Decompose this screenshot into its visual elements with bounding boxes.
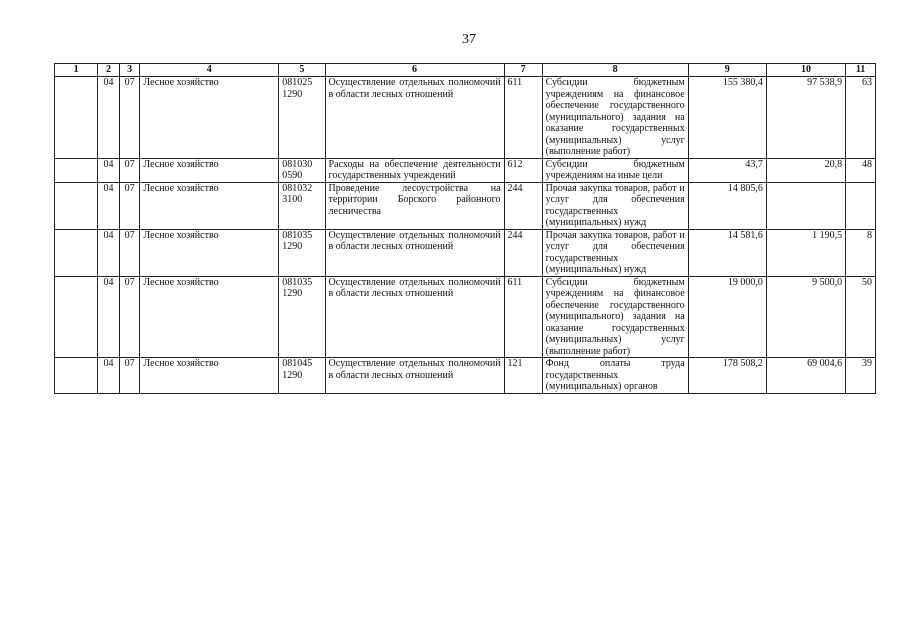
budget-table: [54, 63, 876, 394]
cell-target-name: Расходы на обеспечение деятельности государственных учреждений: [325, 158, 504, 182]
column-header: 9: [688, 64, 766, 77]
cell-target-code: [279, 77, 325, 159]
target-code-part2: 0590: [282, 170, 303, 181]
column-header: 10: [766, 64, 845, 77]
cell-subsection: 07: [119, 276, 140, 358]
cell-target-code: [279, 182, 325, 229]
table-row: [55, 158, 876, 182]
cell-section: 04: [98, 276, 120, 358]
cell-section-name: Лесное хозяйство: [140, 77, 279, 159]
cell-expense-type: 611: [504, 276, 542, 358]
cell-plan: 14 805,6: [688, 182, 766, 229]
target-code-part2: 1290: [282, 88, 303, 100]
cell-expense-name: Субсидии бюджетным учреждениям на финансовое обеспечение государственного (муниципального) задания на оказание государственных (муниципальных) услуг (выполнение работ): [542, 276, 688, 358]
header-row: [55, 64, 876, 77]
cell-section: 04: [98, 158, 120, 182]
cell-plan: 43,7: [688, 158, 766, 182]
cell-target-code: [279, 229, 325, 276]
cell-percent: 39: [846, 358, 876, 394]
cell-actual: 69 004,6: [766, 358, 845, 394]
cell-plan: 178 508,2: [688, 358, 766, 394]
cell-col1: [55, 182, 98, 229]
cell-subsection: 07: [119, 229, 140, 276]
target-code-part1: 081032: [282, 182, 313, 194]
cell-col1: [55, 276, 98, 358]
cell-expense-name: Субсидии бюджетным учреждениям на финансовое обеспечение государственного (муниципального) задания на оказание государственных (муниципальных) услуг (выполнение работ): [542, 77, 688, 159]
cell-expense-type: 611: [504, 77, 542, 159]
column-header: 6: [325, 64, 504, 77]
cell-section: 04: [98, 229, 120, 276]
cell-plan: 19 000,0: [688, 276, 766, 358]
cell-subsection: 07: [119, 358, 140, 394]
cell-section-name: Лесное хозяйство: [140, 182, 279, 229]
cell-expense-name: Фонд оплаты труда государственных (муниципальных) органов: [542, 358, 688, 394]
cell-target-name: Осуществление отдельных полномочий в области лесных отношений: [325, 77, 504, 159]
cell-section: 04: [98, 77, 120, 159]
cell-actual: 97 538,9: [766, 77, 845, 159]
target-code-part2: 1290: [282, 241, 303, 252]
column-header: 8: [542, 64, 688, 77]
cell-section-name: Лесное хозяйство: [140, 229, 279, 276]
cell-plan: 155 380,4: [688, 77, 766, 159]
cell-col1: [55, 77, 98, 159]
cell-percent: 8: [846, 229, 876, 276]
table-row: [55, 358, 876, 394]
cell-expense-type: 612: [504, 158, 542, 182]
cell-target-name: Проведение лесоустройства на территории Борского районного лесничества: [325, 182, 504, 229]
column-header: 11: [846, 64, 876, 77]
table-row: [55, 182, 876, 229]
cell-target-code: [279, 358, 325, 394]
target-code-part1: 081035: [282, 276, 313, 288]
column-header: 5: [279, 64, 325, 77]
cell-actual: [766, 182, 845, 229]
target-code-part1: 081045: [282, 358, 313, 369]
cell-actual: 9 500,0: [766, 276, 845, 358]
cell-expense-name: Субсидии бюджетным учреждениям на иные цели: [542, 158, 688, 182]
cell-expense-name: Прочая закупка товаров, работ и услуг для обеспечения государственных (муниципальных) нужд: [542, 182, 688, 229]
cell-col1: [55, 358, 98, 394]
target-code-part2: 3100: [282, 194, 303, 205]
cell-subsection: 07: [119, 77, 140, 159]
cell-subsection: 07: [119, 182, 140, 229]
cell-plan: 14 581,6: [688, 229, 766, 276]
target-code-part2: 1290: [282, 288, 303, 299]
cell-expense-type: 244: [504, 229, 542, 276]
target-code-part1: 081025: [282, 77, 313, 88]
cell-percent: 48: [846, 158, 876, 182]
column-header: 2: [98, 64, 120, 77]
cell-target-name: Осуществление отдельных полномочий в области лесных отношений: [325, 276, 504, 358]
cell-expense-type: 244: [504, 182, 542, 229]
cell-section: 04: [98, 358, 120, 394]
cell-col1: [55, 229, 98, 276]
table-row: [55, 229, 876, 276]
cell-target-code: [279, 276, 325, 358]
cell-target-name: Осуществление отдельных полномочий в области лесных отношений: [325, 358, 504, 394]
cell-percent: 63: [846, 77, 876, 159]
cell-actual: 20,8: [766, 158, 845, 182]
cell-percent: [846, 182, 876, 229]
column-header: 7: [504, 64, 542, 77]
cell-section: 04: [98, 182, 120, 229]
cell-percent: 50: [846, 276, 876, 358]
target-code-part1: 081035: [282, 229, 313, 241]
cell-expense-name: Прочая закупка товаров, работ и услуг для обеспечения государственных (муниципальных) нужд: [542, 229, 688, 276]
table-row: [55, 276, 876, 358]
target-code-part1: 081030: [282, 158, 313, 170]
cell-section-name: Лесное хозяйство: [140, 358, 279, 394]
cell-section-name: Лесное хозяйство: [140, 158, 279, 182]
cell-actual: 1 190,5: [766, 229, 845, 276]
cell-target-name: Осуществление отдельных полномочий в области лесных отношений: [325, 229, 504, 276]
column-header: 3: [119, 64, 140, 77]
page-number: 37: [462, 32, 476, 47]
cell-col1: [55, 158, 98, 182]
cell-target-code: [279, 158, 325, 182]
cell-subsection: 07: [119, 158, 140, 182]
cell-section-name: Лесное хозяйство: [140, 276, 279, 358]
target-code-part2: 1290: [282, 369, 303, 381]
cell-expense-type: 121: [504, 358, 542, 394]
column-header: 1: [55, 64, 98, 77]
table-row: [55, 77, 876, 159]
column-header: 4: [140, 64, 279, 77]
